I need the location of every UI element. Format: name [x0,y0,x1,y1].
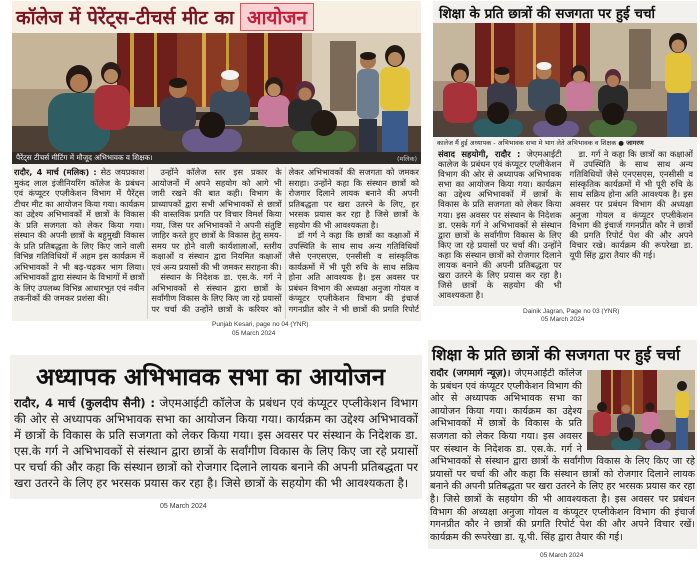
headline [12,1,421,33]
article-paragraph [14,395,418,491]
paragraph-text: जेएमआईटी कॉलेज के प्रबंधन एवं कंप्यूटर एप्लीकेशन विभाग की ओर से अध्यापक अभिभावक सभा का आयोजन किया गया। कार्यक्रम का उद्देश्य अभिभावकों में छात्रों के विकास के प्रति सजगता को लेकर किया गया। इस अवसर पर संस्थान के निदेशक डा. एस.के गर्ग ने अभिभावकों से संस्थान द्वारा छात्रों के सर्वांगीण विकास के लिए किए जा रहे प्रयासों पर चर्चा की और कहा कि संस्थान छात्रों को रोजगार दिलाने लायक बनाने की अपनी प्रतिबद्धता पर खरा उतरने के लिए हर भरसक प्रयास कर रहा है। जिसे छात्रों के सहयोग की भी आवश्यकता है। [14,396,418,490]
photo-caption [12,152,421,164]
article-paragraph: संस्थान के निदेशक डा. एस.के. गर्ग ने अभिभावकों से संस्थान द्वारा छात्रों के सर्वांगीण विकास के लिए किए जा रहे प्रयासों पर चर्चा की उन्होंने छात्रों के करियर को लेकर अभिभावकों की सजगता को जमकर सराहा। उन्होंने कहा कि संस्थान छात्रों को रोजगार दिलाने लायक बनाने की अपनी प्रतिबद्धता पर खरा उतरने के लिए, हर भरसक प्रयास कर रहा है जिसे छात्रों के सहयोग की भी आवश्यकता है। [151,167,419,314]
headline-highlight: आयोजन [240,3,314,31]
paragraph-text: जेएमआईटी कॉलेज के प्रबंधन एवं कंप्यूटर एप्लीकेशन विभाग की ओर से अध्यापक अभिभावक सभा का आयोजन किया गया। कार्यक्रम का उद्देश्य अभिभावकों में छात्रों के विकास के प्रति सजगता को लेकर किया गया। इस अवसर पर संस्थान के निदेशक डा. एस.के. गर्ग ने अभिभावकों से संस्थान द्वारा छात्रों के सर्वांगीण विकास के लिए किए जा रहे प्रयासों पर चर्चा की और कहा कि संस्थान छात्रों को रोजगार दिलाने लायक बनाने की अपनी प्रतिबद्धता पर खरा उतरने के लिए हर भरसक प्रयास कर रहा है। जिसे छात्रों के सहयोग की भी आवश्यकता है। इस अवसर पर प्रबंधन विभाग की अध्यक्षा अनुजा गोयल व कंप्यूटर एप्लीकेशन विभाग की इंचार्ज गगनप्रीत कौर ने छात्रों की प्रगति रिपोर्ट पेश की और अपने विचार रखें। कार्यक्रम की रूपरेखा डा. यू.पी. सिंह द्वारा तैयार की गई। [430,368,695,543]
article-body [438,149,693,304]
news-clipping-4 [428,340,697,549]
date-label: 05 March 2024 [541,316,585,323]
byline: रादौर, 4 मार्च (कुलदीप सैनी) : [14,396,156,410]
paragraph-text: जेएमआईटी कालेज के प्रबंधन एवं कंप्यूटर एप्लीकेशन विभाग की ओर से अध्यापक अभिभावक सभा का आयोजन किया गया। कार्यक्रम का उद्देश्य अभिभावकों में छात्रों के विकास के प्रति सजगता को लेकर किया गया। इस अवसर पर संस्थान के निदेशक डा. एसके गर्ग ने अभिभावकों से संस्थान द्वारा छात्रों के सर्वांगीण विकास के लिए किए जा रहे प्रयासों पर चर्चा की। उन्होंने कहा कि संस्थान छात्रों को रोजगार दिलाने लायक बनाने की अपनी प्रतिबद्धता पर खरा उतरने के लिए प्रयास कर रहा है। जिसे छात्रों के सहयोग की भी आवश्यकता है। [438,149,562,301]
article-paragraph [438,149,562,300]
headline-text: कॉलेज में पेरेंट्स-टीचर्स मीट का [16,7,234,29]
headline: शिक्षा के प्रति छात्रों की सजगता पर हुई चर्चा [439,6,656,22]
caption-text: पैरेंट्स टीचर्स मीटिंग में मौजूद अभिभावक व शिक्षक। [16,153,153,162]
news-clipping-3 [10,355,422,499]
event-photo [433,23,697,137]
headline: शिक्षा के प्रति छात्रों की सजगता पर हुई चर्चा [432,346,681,364]
event-photo [12,33,421,152]
article-paragraph [14,167,144,304]
photo-credit: (मलिक) [396,154,417,163]
source-label: Punjab Kesari, page no 04 (YNR) [212,321,309,328]
byline: रादौर (जगमार्ग न्यूज़)। [430,368,511,379]
headline: अध्यापक अभिभावक सभा का आयोजन [36,363,386,391]
date-label: 05 March 2024 [160,503,207,510]
byline: रादौर, 4 मार्च (मलिक) : [14,167,97,177]
caption-text: कालेज मैं हुई अध्यापक - अभिभावक सभा मे भाग लेते अभिभावक व शिक्षक [437,139,617,147]
article-paragraph: उन्होंने कॉलेज स्तर इस प्रकार के आयोजनों में अपने सहयोग को आगे भी जारी रखने की बात कही। विभाग के प्राध्यापकों द्वारा सभी अभिभावकों से छात्रों की वास्तविक प्रगति पर विचार विमर्श किया गया, जिस पर अभिभावकों ने अपनी संतुष्टि जाहिर करते हुए छात्रों के विकास हेतु समय-समय पर होने वाली कार्यशालाओं, स्तरीय कक्षाओं व संस्थान द्वारा नियमित कक्षाओं एवं अन्य प्रयासों की भी जमकर सराहना की। [151,167,282,272]
event-photo [587,370,695,450]
source-label: Dainik Jagran, Page no 03 (YNR) [523,308,620,315]
article-paragraph: डॉ गर्ग ने कहा कि छात्रों का कक्षाओं में उपस्थिति के साथ साथ अन्य गतिविधियों जैसे एनएसएस, एनसीसी व सांस्कृतिक कार्यक्रमों में भी पूरी रुचि के साथ सक्रिय होना अति आवश्यक है। इस अवसर पर प्रबंधन विभाग की अध्यक्षा अनुजा गोयल व कंप्यूटर एप्लीकेशन विभाग की इंचार्ज गगनप्रीत कौर ने भी छात्रों की प्रगति रिपोर्ट [288,230,419,314]
punjab-kesari-clipping [12,1,421,321]
byline: संवाद सहयोगी, रादौर : [438,149,521,159]
photo-credit: ● जागरण [618,139,644,147]
article-body [14,395,418,497]
photo-caption [437,138,693,148]
article-body [430,368,695,548]
date-label: 05 March 2024 [540,552,584,559]
paragraph-text: सेठ जयप्रकाश मुकंद लाल इंजीनियरिंग कॉलेज के प्रबंधन एवं कंप्यूटर एप्लीकेशन विभाग में पैरेंट्स टीचर मीट का आयोजन किया गया। कार्यक्रम का उद्देश्य अभिभावकों में छात्रों के विकास के प्रति सजगता को लेकर किया गया। संस्थान की अपनी छात्रों के बहुमुखी विकास के प्रति प्रतिबद्धता के लिए किए जाने वाली विभिन्न गतिविधियों में अहम इस कार्यक्रम में अभिभावकों ने भी बढ़-चढ़कर भाग लिया। अभिभावकों द्वारा संस्थान के विभागों में छात्रों के लिए उपलब्ध विभिन्न आधारभूत एवं नवीन तकनीकों की जमकर प्रशंसा की। [14,167,145,303]
date-label: 05 March 2024 [232,330,276,337]
article-paragraph: डा. गर्ग ने कहा कि छात्रों का कक्षाओं में उपस्थिति के साथ साथ अन्य गतिविधियों जैसे एनएसएस, एनसीसी व सांस्कृतिक कार्यक्रमों में भी पूरी रुचि के साथ सक्रिय होना अति आवश्यक है। इस अवसर पर प्रबंधन विभाग की अध्यक्षा अनुजा गोयल व कंप्यूटर एप्लीकेशन विभाग की इंचार्ज गगनप्रीत कौर ने छात्रों की प्रगति रिपोर्ट पेश की और अपने विचार रखे। कार्यक्रम की रूपरेखा डा. यूपी सिंह द्वारा तैयार की गई। [569,149,693,260]
dainik-jagran-clipping [433,1,697,306]
article-body [14,167,419,319]
